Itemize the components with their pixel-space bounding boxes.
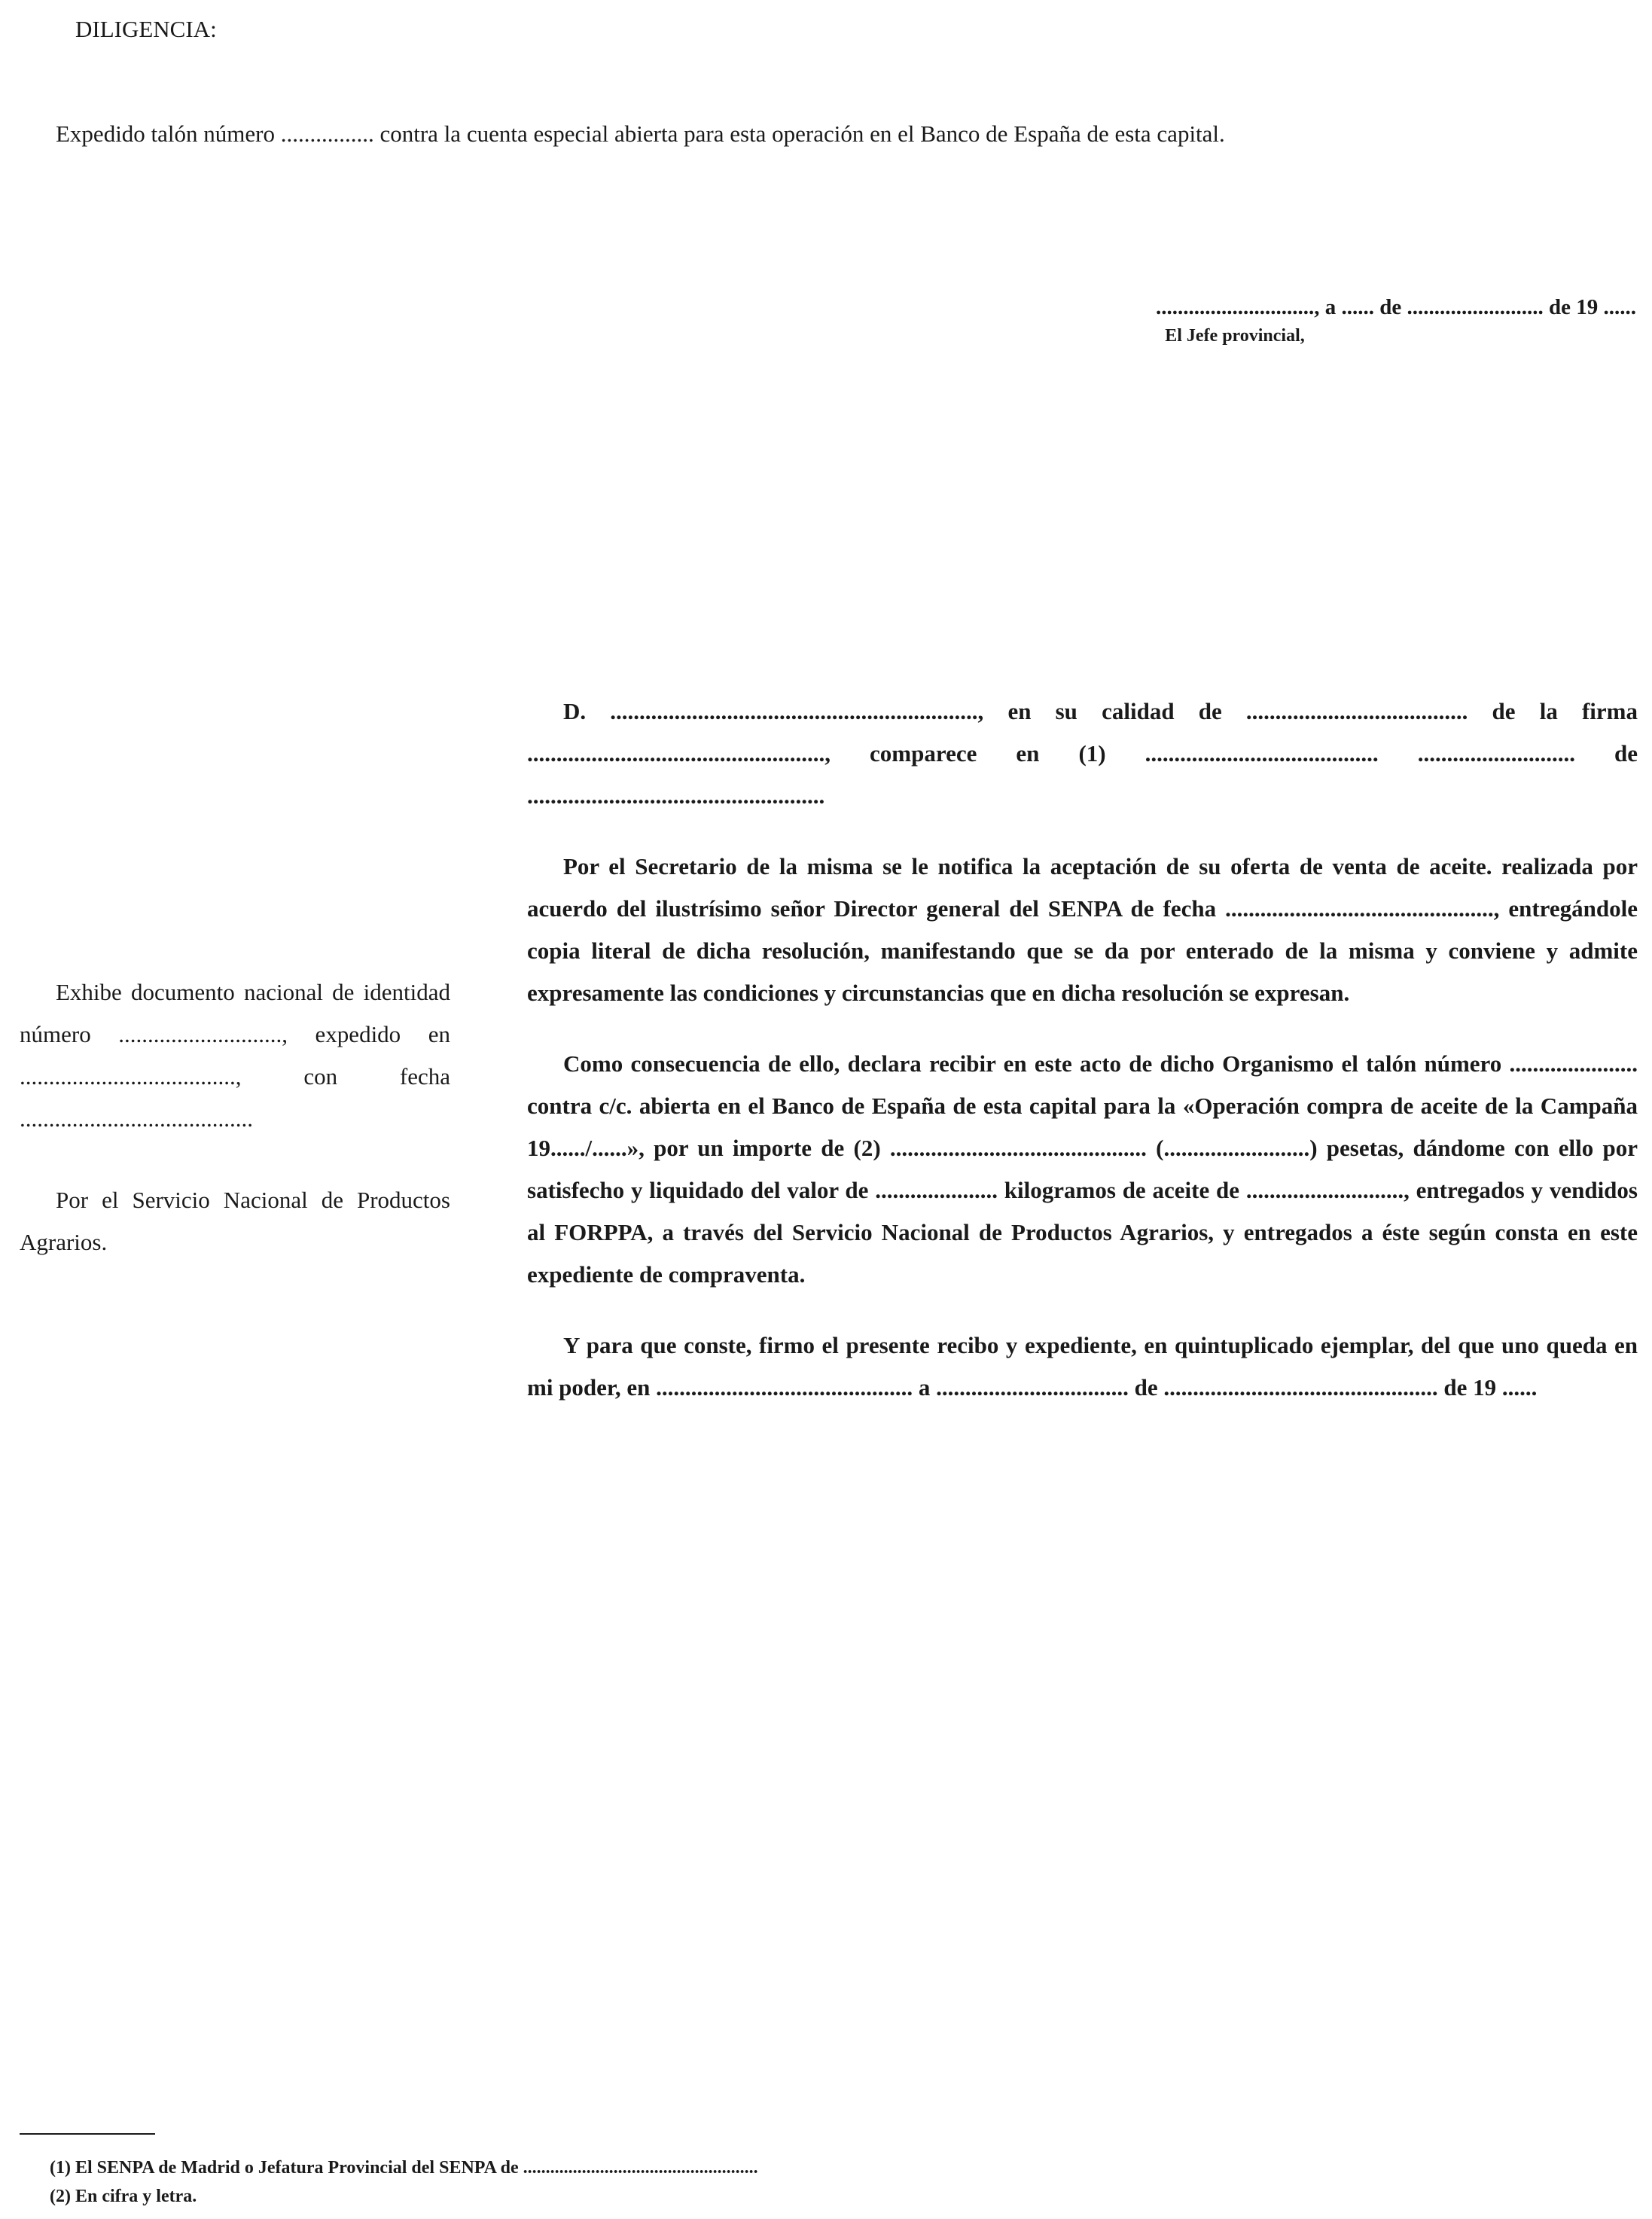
- notification-paragraph: Por el Secretario de la misma se le notifica la aceptación de su oferta de venta de aceite. realizada por acuerdo del ilustrísimo señor Director general del SENPA de fecha .............................................., entregándole copia literal de dicha resolución, manifestando que se da por enterado de la misma y conviene y admite expresamente las condiciones y circunstancias que en dicha resolución se expresan.: [527, 853, 1638, 1006]
- footnotes: [50, 2153, 758, 2211]
- date-line: ............................., a ...... de ......................... de 19 ......: [1156, 295, 1636, 319]
- identity-paragraph: Exhibe documento nacional de identidad número ............................, expedido en ....................................., con fecha ........................................: [20, 979, 450, 1132]
- signature-paragraph: Y para que conste, firmo el presente recibo y expediente, en quintuplicado ejemplar, del que uno queda en mi poder, en ............................................ a ................................. de ............................................... de 19 ......: [527, 1332, 1638, 1401]
- document-heading: DILIGENCIA:: [75, 16, 217, 42]
- talon-text: Expedido talón número ................ contra la cuenta especial abierta para esta operación en el Banco de España de esta capital.: [56, 120, 1225, 147]
- signature-label: El Jefe provincial,: [1165, 326, 1305, 346]
- receipt-paragraph: Como consecuencia de ello, declara recibir en este acto de dicho Organismo el talón número ...................... contra c/c. abierta en el Banco de España de esta capital para la «Operación compra de aceite de la Campaña 19....../......», por un importe de (2) ............................................ (.........................) pesetas, dándome con ello por satisfecho y liquidado del valor de ..................... kilogramos de aceite de ..........................., entregados y vendidos al FORPPA, a través del Servicio Nacional de Productos Agrarios, y entregados a éste según consta en este expediente de compraventa.: [527, 1050, 1638, 1288]
- talon-paragraph: [20, 113, 1637, 155]
- footnote-divider: [20, 2133, 155, 2135]
- left-column: [20, 971, 450, 1263]
- service-paragraph: Por el Servicio Nacional de Productos Agrarios.: [20, 1187, 450, 1255]
- footnote-1: (1) El SENPA de Madrid o Jefatura Provincial del SENPA de ....................................................: [50, 2158, 758, 2178]
- footnote-2: (2) En cifra y letra.: [50, 2187, 197, 2206]
- appearance-paragraph: D. ..............................................................., en su calidad de ...................................... de la firma ..................................................., comparece en (1) ........................................ ........................... de ...................................................: [527, 698, 1638, 809]
- main-column: [527, 690, 1638, 1409]
